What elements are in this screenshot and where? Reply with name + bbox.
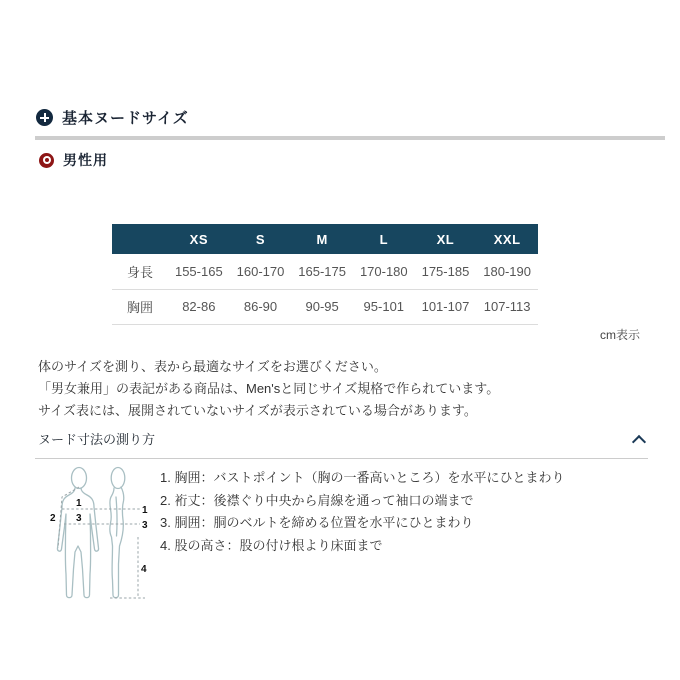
size-table-corner-cell [112,224,168,254]
height-value: 170-180 [353,254,415,289]
size-column-header: M [291,224,353,254]
table-row-chest [112,289,538,324]
size-column-header: XL [415,224,477,254]
measure-method-title: ヌード寸法の測り方 [38,432,156,447]
note-line: 体のサイズを測り、表から最適なサイズをお選びください。 [38,359,387,374]
plus-circle-icon [36,109,53,126]
chevron-up-icon[interactable] [632,432,646,446]
note-line: 「男女兼用」の表記がある商品は、Men'sと同じサイズ規格で作られています。 [38,381,500,396]
figure-label-waist-side: 3 [142,520,148,531]
note-line: サイズ表には、展開されていないサイズが表示されている場合があります。 [38,403,477,418]
mens-section-title: 男性用 [63,152,108,168]
chest-value: 101-107 [415,289,477,324]
size-table-header-row [112,224,538,254]
basic-nude-size-title: 基本ヌードサイズ [62,110,189,127]
chest-value: 82-86 [168,289,230,324]
figure-label-chest-side: 1 [142,505,148,516]
measure-instruction: 3. 胴囲：胴のベルトを締める位置を水平にひとまわり [160,515,474,530]
chest-value: 95-101 [353,289,415,324]
chest-value: 90-95 [291,289,353,324]
measure-divider [35,458,648,459]
measure-instruction: 4. 股の高さ：股の付け根より床面まで [160,537,383,553]
mens-section-header [39,150,108,170]
figure-label-waist-front: 3 [76,513,82,524]
chest-value: 86-90 [230,289,292,324]
size-column-header: XS [168,224,230,254]
body-silhouettes-illustration [50,464,150,624]
height-value: 160-170 [230,254,292,289]
chest-value: 107-113 [476,289,538,324]
height-value: 165-175 [291,254,353,289]
section-divider [35,136,665,140]
measure-method-accordion[interactable] [38,429,646,448]
row-label-chest: 胸囲 [112,289,168,324]
size-column-header: S [230,224,292,254]
size-notes [38,356,638,422]
measure-instructions-list [160,467,660,557]
height-value: 175-185 [415,254,477,289]
size-column-header: XXL [476,224,538,254]
figure-label-inseam: 4 [141,564,147,575]
figure-label-chest-front: 1 [76,498,82,509]
height-value: 155-165 [168,254,230,289]
unit-note: cm表示 [600,328,640,342]
measure-instruction: 1. 胸囲：バストポイント（胸の一番高いところ）を水平にひとまわり [160,470,565,485]
table-row-height [112,254,538,289]
row-label-height: 身長 [112,254,168,289]
body-measurement-figure [50,464,150,624]
height-value: 180-190 [476,254,538,289]
bullet-target-icon [39,153,54,168]
size-table [112,224,538,325]
figure-label-sleeve: 2 [50,513,56,524]
basic-nude-size-header [36,107,189,128]
size-column-header: L [353,224,415,254]
measure-instruction: 2. 裄丈：後襟ぐり中央から肩線を通って袖口の端まで [160,492,474,508]
